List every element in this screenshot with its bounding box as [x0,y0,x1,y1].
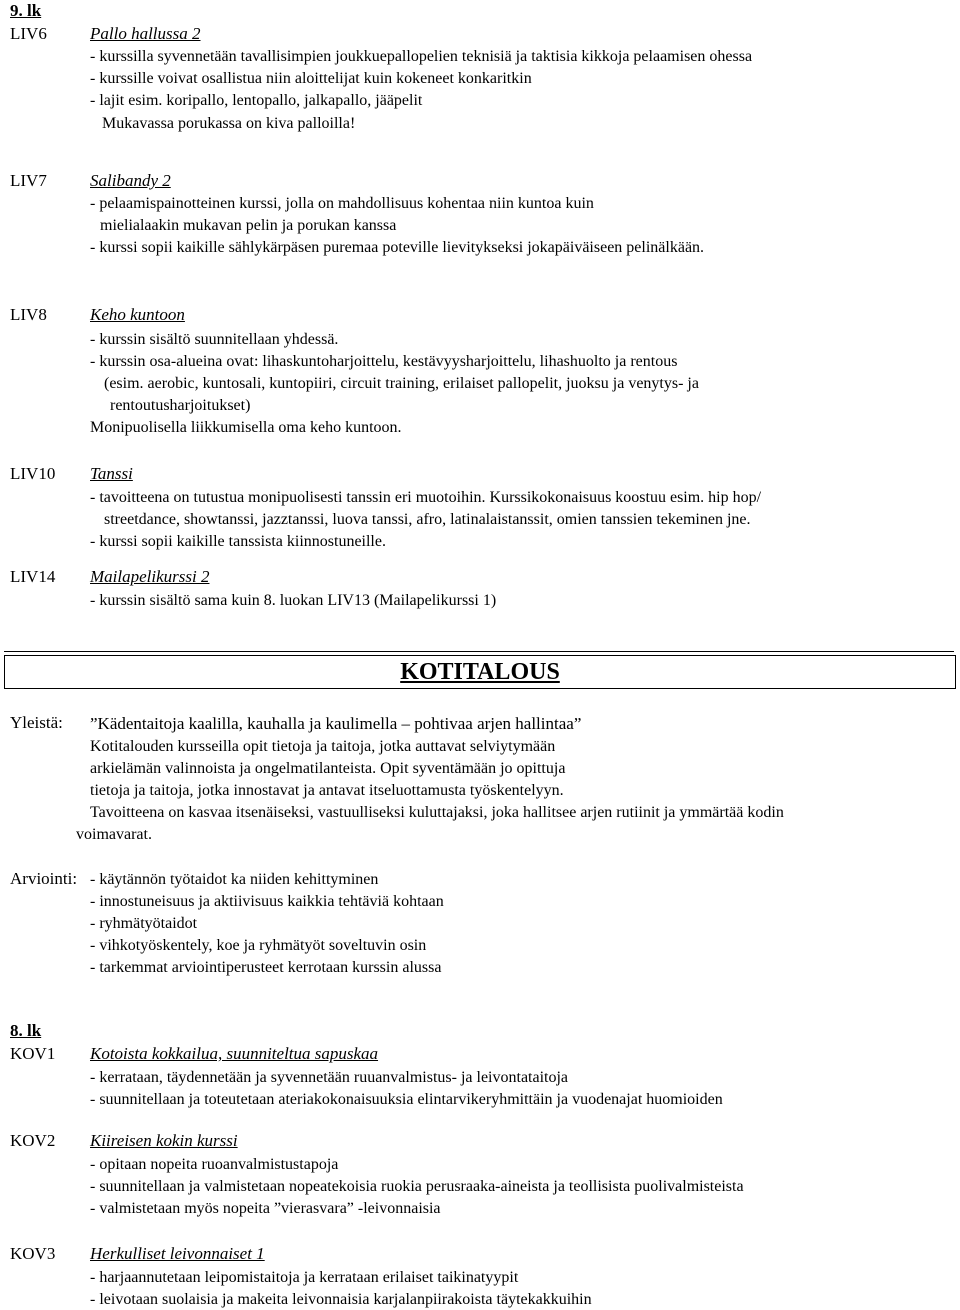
course-title: Pallo hallussa 2 [90,24,201,43]
course-title: Mailapelikurssi 2 [90,567,210,586]
course-code: LIV14 [10,567,56,586]
evaluation-line: - tarkemmat arviointiperusteet kerrotaan kurssin alussa [90,959,442,976]
course-line: - kurssin osa-alueina ovat: lihaskuntoharjoittelu, kestävyysharjoittelu, lihashuolto ja rentous [90,353,678,370]
course-code: KOV1 [10,1044,56,1063]
course-line: mielialaakin mukavan pelin ja porukan kanssa [100,217,397,234]
evaluation-label: Arviointi: [10,869,78,888]
course-line: rentoutusharjoitukset) [110,397,251,414]
evaluation-line: - innostuneisuus ja aktiivisuus kaikkia tehtäviä kohtaan [90,893,444,910]
course-title: Herkulliset leivonnaiset 1 [90,1244,265,1263]
general-label: Yleistä: [10,713,63,732]
course-line: - opitaan nopeita ruoanvalmistustapoja [90,1156,339,1173]
course-line: - tavoitteena on tutustua monipuolisesti tanssin eri muotoihin. Kurssikokonaisuus koostuu esim. hip hop/ [90,489,762,506]
course-code: LIV6 [10,24,47,43]
course-code: LIV8 [10,305,47,324]
grade-heading-8: 8. lk [10,1021,42,1040]
course-title: Kiireisen kokin kurssi [90,1131,238,1150]
course-line: - valmistetaan myös nopeita ”vierasvara” -leivonnaisia [90,1200,441,1217]
course-title: Salibandy 2 [90,171,171,190]
course-code: KOV2 [10,1131,56,1150]
course-line: - kurssille voivat osallistua niin aloittelijat kuin kokeneet konkaritkin [90,70,532,87]
grade-heading-9: 9. lk [10,1,42,20]
course-line: - lajit esim. koripallo, lentopallo, jalkapallo, jääpelit [90,92,423,109]
course-line: - kurssin sisältö suunnitellaan yhdessä. [90,331,339,348]
course-line: Monipuolisella liikkumisella oma keho kuntoon. [90,419,402,436]
course-line: streetdance, showtanssi, jazztanssi, luova tanssi, afro, latinalaistanssit, omien tanssien tekeminen jne. [104,511,751,528]
course-line: - kerrataan, täydennetään ja syvennetään ruuanvalmistus- ja leivontataitoja [90,1069,569,1086]
course-code: KOV3 [10,1244,56,1263]
course-code: LIV10 [10,464,56,483]
general-line: tietoja ja taitoja, jotka innostavat ja antavat itseluottamusta työskentelyyn. [90,782,564,799]
course-line: - kurssi sopii kaikille tanssista kiinnostuneille. [90,533,386,550]
course-line: - harjaannutetaan leipomistaitoja ja kerrataan erilaiset taikinatyypit [90,1269,519,1286]
course-code: LIV7 [10,171,47,190]
general-line: Tavoitteena on kasvaa itsenäiseksi, vastuulliseksi kuluttajaksi, joka hallitsee arjen rutiinit ja ymmärtää kodin [90,804,784,821]
course-line: - kurssi sopii kaikille sählykärpäsen puremaa poteville lievitykseksi jokapäiväiseen pelinälkään. [90,239,705,256]
general-line: voimavarat. [76,826,152,843]
evaluation-line: - vihkotyöskentely, koe ja ryhmätyöt soveltuvin osin [90,937,427,954]
course-line: (esim. aerobic, kuntosali, kuntopiiri, circuit training, erilaiset pallopelit, juoksu ja venytys- ja [104,375,699,392]
course-line: - leivotaan suolaisia ja makeita leivonnaisia karjalanpiirakoista täytekakkuihin [90,1291,592,1308]
course-line: - kurssilla syvennetään tavallisimpien joukkuepallopelien teknisiä ja taktisia kikkoja pelaamisen ohessa [90,48,753,65]
course-title: Tanssi [90,464,133,483]
course-line: - pelaamispainotteinen kurssi, jolla on mahdollisuus kohentaa niin kuntoa kuin [90,195,594,212]
general-line: ”Kädentaitoja kaalilla, kauhalla ja kaulimella – pohtivaa arjen hallintaa” [90,714,582,733]
course-title: Kotoista kokkailua, suunniteltua sapuskaa [90,1044,379,1063]
section-heading: KOTITALOUS [400,659,560,685]
course-line: Mukavassa porukassa on kiva palloilla! [102,115,356,132]
course-title: Keho kuntoon [90,305,185,324]
general-line: Kotitalouden kursseilla opit tietoja ja taitoja, jotka auttavat selviytymään [90,738,556,755]
general-line: arkielämän valinnoista ja ongelmatilanteista. Opit syventämään jo opittuja [90,760,566,777]
evaluation-line: - käytännön työtaidot ka niiden kehittyminen [90,871,379,888]
course-line: - suunnitellaan ja valmistetaan nopeatekoisia ruokia perusraaka-aineista ja teollisista puolivalmisteista [90,1178,744,1195]
course-line: - suunnitellaan ja toteutetaan ateriakokonaisuuksia elintarvikeryhmittäin ja vuodenajat huomioiden [90,1091,723,1108]
section-banner [4,655,956,689]
evaluation-line: - ryhmätyötaidot [90,915,198,932]
course-line: - kurssin sisältö sama kuin 8. luokan LIV13 (Mailapelikurssi 1) [90,592,497,609]
section-divider [4,651,954,652]
